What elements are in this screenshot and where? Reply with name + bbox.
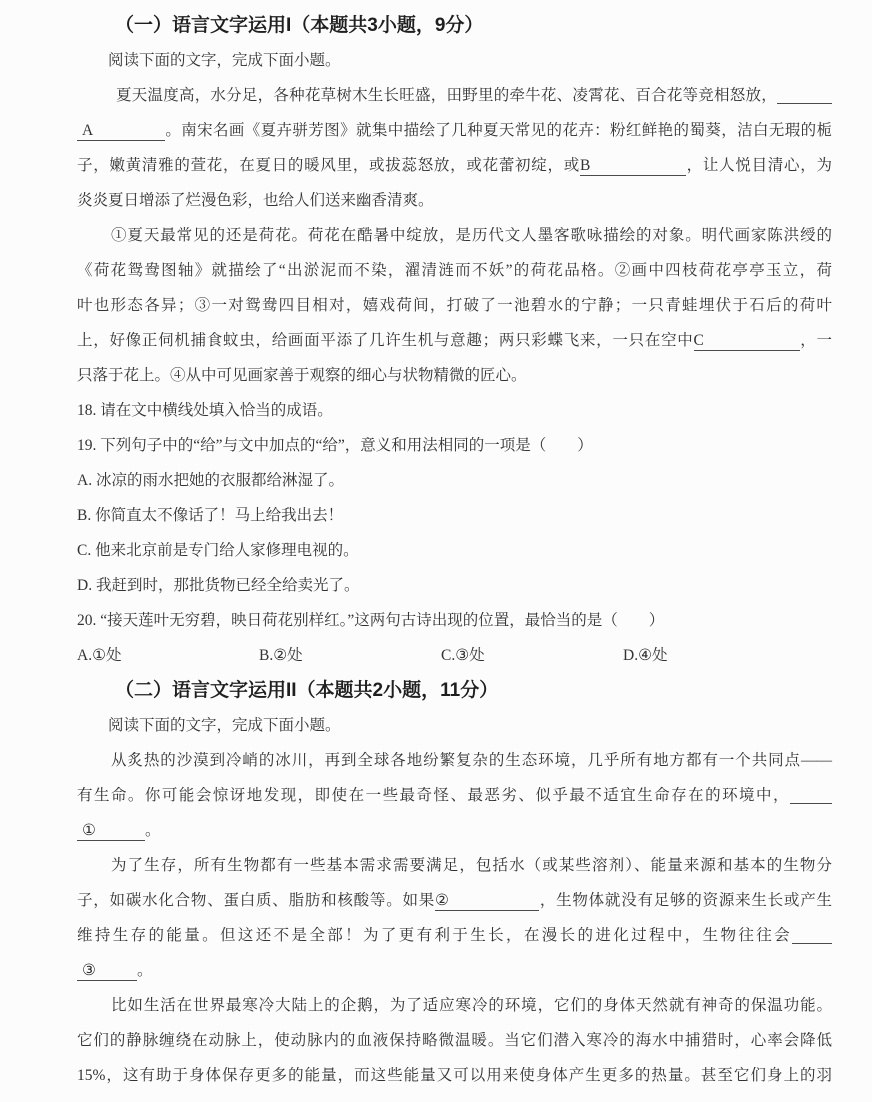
text-line bbox=[77, 253, 832, 288]
text-line bbox=[77, 883, 832, 918]
text-run: ，一 bbox=[799, 332, 832, 349]
text-run: 为了生存，所有生物都有一些基本需求需要满足，包括水（或某些溶剂）、能量来源和基本的生物分 bbox=[111, 857, 832, 874]
text-line bbox=[77, 848, 832, 883]
text-run: 夏天温度高，水分足，各种花草树木生长旺盛，田野里的牵牛花、凌霄花、百合花等竞相怒放， bbox=[116, 87, 777, 104]
text-run: 子，如碳水化合物、蛋白质、脂肪和核酸等。如果 bbox=[77, 892, 436, 909]
fill-blank: ① bbox=[77, 820, 145, 841]
text-run: （二）语言文字运用II（本题共2小题，11分） bbox=[115, 680, 499, 701]
option-item: B.②处 bbox=[259, 647, 303, 664]
text-run: C. 他来北京前是专门给人家修理电视的。 bbox=[77, 542, 359, 559]
text-line bbox=[77, 323, 832, 358]
section-heading bbox=[77, 673, 832, 708]
text-run: 《荷花鸳鸯图轴》就描绘了“出淤泥而不染，濯清涟而不妖”的荷花品格。②画中四枝荷花亭亭玉立，荷 bbox=[77, 262, 832, 279]
text-line bbox=[77, 778, 832, 813]
text-line bbox=[77, 1023, 832, 1058]
text-run: 20. “接天莲叶无穷碧，映日荷花别样红。”这两句古诗出现的位置，最恰当的是（ ） bbox=[77, 612, 665, 629]
text-run: 。 bbox=[145, 822, 161, 839]
text-line bbox=[77, 113, 832, 148]
text-run: D. 我赶到时，那批货物已经全给卖光了。 bbox=[77, 577, 360, 594]
option-item: C.③处 bbox=[441, 647, 485, 664]
text-line bbox=[77, 533, 832, 568]
text-line bbox=[77, 813, 832, 848]
text-run: 从炙热的沙漠到冷峭的冰川，再到全球各地纷繁复杂的生态环境，几乎所有地方都有一个共同点—— bbox=[111, 752, 832, 769]
option-item: D.④处 bbox=[623, 647, 668, 664]
text-run: 叶也形态各异；③一对鸳鸯四目相对，嬉戏荷间，打破了一池碧水的宁静；一只青蛙埋伏于石后的荷叶 bbox=[77, 297, 832, 314]
fill-blank: A bbox=[77, 120, 165, 141]
text-line bbox=[77, 428, 832, 463]
text-line bbox=[77, 988, 832, 1023]
text-line bbox=[77, 743, 832, 778]
fill-blank: ② bbox=[435, 890, 539, 911]
text-line bbox=[77, 78, 832, 113]
text-run: 比如生活在世界最寒冷大陆上的企鹅，为了适应寒冷的环境，它们的身体天然就有神奇的保温功能。 bbox=[111, 997, 832, 1014]
text-line bbox=[77, 288, 832, 323]
fill-blank: C bbox=[694, 330, 800, 351]
text-run: ，生物体就没有足够的资源来生长或产生 bbox=[539, 892, 832, 909]
text-line bbox=[77, 358, 832, 393]
fill-blank bbox=[777, 99, 832, 104]
text-run: B. 你简直太不像话了！马上给我出去！ bbox=[77, 507, 344, 524]
text-run: 只落于花上。④从中可见画家善于观察的细心与状物精微的匠心。 bbox=[77, 367, 527, 384]
text-run: 子，嫩黄清雅的萱花，在夏日的暖风里，或拔蕊怒放，或花蕾初绽，或 bbox=[77, 157, 580, 174]
text-line bbox=[77, 218, 832, 253]
text-line bbox=[77, 463, 832, 498]
text-run: 炎炎夏日增添了烂漫色彩，也给人们送来幽香清爽。 bbox=[77, 192, 434, 209]
text-run: 18. 请在文中横线处填入恰当的成语。 bbox=[77, 402, 333, 419]
text-run: （一）语言文字运用I（本题共3小题，9分） bbox=[115, 15, 484, 36]
text-run: A. 冰凉的雨水把她的衣服都给淋湿了。 bbox=[77, 472, 344, 489]
text-line bbox=[77, 498, 832, 533]
text-run: 。 bbox=[137, 962, 153, 979]
text-run: ①夏天最常见的还是荷花。荷花在酷暑中绽放，是历代文人墨客歌咏描绘的对象。明代画家陈洪绶的 bbox=[111, 227, 832, 244]
text-run: ，让人悦目清心，为 bbox=[685, 157, 832, 174]
text-run: 19. 下列句子中的“给”与文中加点的“给”，意义和用法相同的一项是（ ） bbox=[77, 437, 593, 454]
text-line bbox=[77, 43, 832, 78]
text-run: 维持生存的能量。但这还不是全部！为了更有利于生长，在漫长的进化过程中，生物往往会 bbox=[77, 927, 792, 944]
fill-blank bbox=[792, 939, 832, 944]
text-run: 有生命。你可能会惊讶地发现，即使在一些最奇怪、最恶劣、似乎最不适宜生命存在的环境中， bbox=[77, 787, 790, 804]
text-line bbox=[77, 708, 832, 743]
option-item: A.①处 bbox=[77, 647, 122, 664]
fill-blank bbox=[790, 799, 832, 804]
fill-blank: ③ bbox=[77, 960, 137, 981]
text-line bbox=[77, 918, 832, 953]
text-line bbox=[77, 568, 832, 603]
text-line bbox=[77, 1058, 832, 1093]
text-line bbox=[77, 183, 832, 218]
text-run: 上，好像正伺机捕食蚊虫，给画面平添了几许生机与意趣；两只彩蝶飞来，一只在空中 bbox=[77, 332, 694, 349]
text-line bbox=[77, 953, 832, 988]
text-run: 15%，这有助于身体保存更多的能量，而这些能量又可以用来使身体产生更多的热量。甚至它们身上的羽 bbox=[77, 1067, 832, 1084]
text-run: 。南宋名画《夏卉骈芳图》就集中描绘了几种夏天常见的花卉：粉红鲜艳的蜀葵，洁白无瑕的栀 bbox=[165, 122, 832, 139]
text-run: 它们的静脉缠绕在动脉上，使动脉内的血液保持略微温暖。当它们潜入寒冷的海水中捕猎时，心率会降低 bbox=[77, 1032, 832, 1049]
text-line bbox=[77, 148, 832, 183]
section-heading bbox=[77, 8, 832, 43]
text-run: 阅读下面的文字，完成下面小题。 bbox=[108, 717, 341, 734]
text-run: 阅读下面的文字，完成下面小题。 bbox=[108, 52, 341, 69]
text-line bbox=[77, 393, 832, 428]
text-line bbox=[77, 603, 832, 638]
fill-blank: B bbox=[580, 155, 686, 176]
options-row bbox=[77, 638, 832, 673]
